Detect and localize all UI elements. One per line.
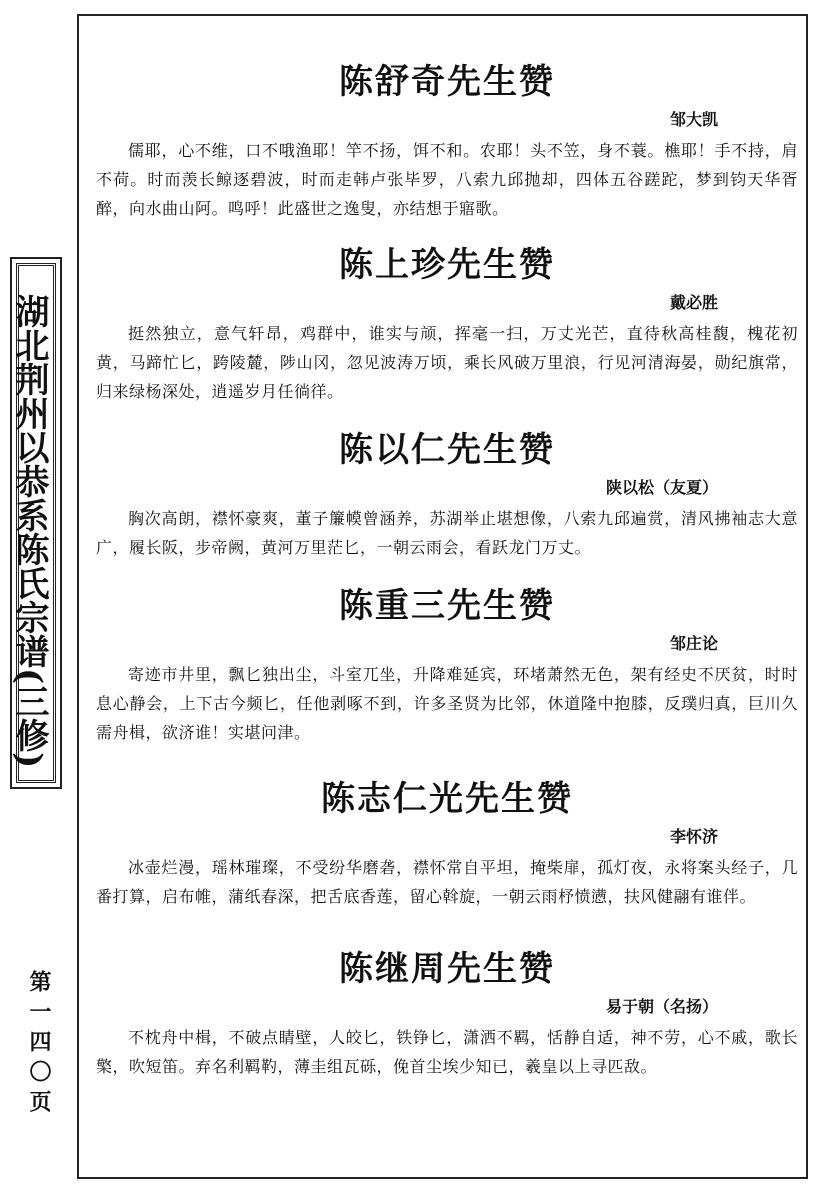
entry-text: 冰壶烂漫，瑶林璀璨，不受纷华磨砻，襟怀常自平坦，掩柴扉，孤灯夜，永将案头经子，几番打算，启布帷，蒲纸春深，把舌底香莲，留心斡旋，一朝云雨杼愤懑，扶风健翮有谁伴。 <box>96 858 798 906</box>
entry-text: 不枕舟中楫，不破点睛壁，人皎匕，铁铮匕，潇洒不羁，恬静自适，神不劳，心不戚，歌长檠，吹短笛。弃名利羁靮，薄圭组瓦砾，俛首尘埃少知已，羲皇以上寻匹敌。 <box>96 1028 798 1076</box>
sidebar-title: 湖北荆州以恭系陈氏宗谱(三修) <box>9 293 49 769</box>
entry-author: 李怀济 <box>669 827 718 846</box>
entry-title: 陈重三先生赞 <box>339 586 555 626</box>
entry-author: 陕以松（友夏） <box>605 478 718 497</box>
entry-title: 陈志仁光先生赞 <box>321 779 573 819</box>
entry-author: 邹大凯 <box>669 110 718 129</box>
entry-title: 陈舒奇先生赞 <box>339 62 555 102</box>
sidebar-title-inner-border <box>9 263 56 783</box>
entry-title: 陈继周先生赞 <box>339 949 555 989</box>
entry <box>96 428 798 562</box>
entry-text: 儒耶，心不维，口不哦渔耶！竿不扬，饵不和。农耶！头不笠，身不蓑。樵耶！手不持，肩不荷。时而羡长鲸逐碧波，时而走韩卢张毕罗，八索九邱抛却，四体五谷蹉跎，梦到钧天华胥醉，向水曲山阿。鸣呼！此盛世之逸叟，亦结想于寤歌。 <box>96 141 798 218</box>
entry-text: 寄迹市井里，飘匕独出尘，斗室兀坐，升降难延宾，环堵萧然无色，架有经史不厌贫，时时息心静会，上下古今频匕，任他剥啄不到，许多圣贤为比邻，休道隆中抱膝，反璞归真，巨川久需舟楫，欲济谁！实堪问津。 <box>96 665 798 742</box>
entry-author: 戴必胜 <box>669 293 718 312</box>
entry-title: 陈上珍先生赞 <box>339 245 555 285</box>
content-area <box>96 60 798 1081</box>
entry-text: 胸次高朗，襟怀豪爽，董子簾幙曾涵养，苏湖举止堪想像，八索九邱遍赏，清风拂袖志大意广，履长阪，步帝阙，黄河万里茫匕，一朝云雨会，看跃龙门万丈。 <box>96 509 798 557</box>
entry <box>96 60 798 223</box>
sidebar-title-box <box>10 257 62 789</box>
entry-text: 挺然独立，意气轩昂，鸡群中，谁实与颃，挥毫一扫，万丈光芒，直待秋高桂馥，槐花初黄，马蹄忙匕，跨陵麓，陟山冈，忽见波涛万顷，乘长风破万里浪，行见河清海晏，勋纪旗常，归来绿杨深处，逍遥岁月任徜徉。 <box>96 324 798 401</box>
entry-title: 陈以仁先生赞 <box>339 430 555 470</box>
entry <box>96 777 798 911</box>
entry <box>96 243 798 406</box>
page-number: 第一四〇页 <box>26 970 52 1120</box>
entry-author: 易于朝（名扬） <box>605 997 718 1016</box>
entry-author: 邹庄论 <box>669 634 718 653</box>
entry <box>96 947 798 1081</box>
entry <box>96 584 798 747</box>
